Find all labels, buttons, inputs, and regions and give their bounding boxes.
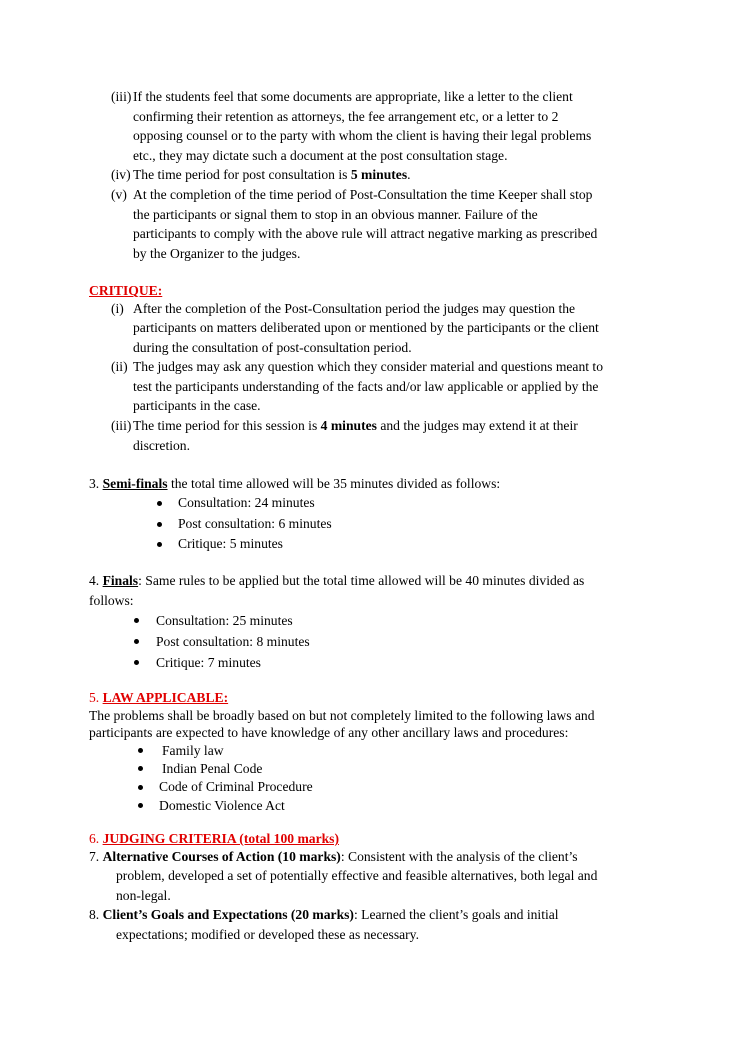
review-item-iii-number: (iii) bbox=[111, 89, 132, 104]
law-heading: 5. LAW APPLICABLE: bbox=[89, 690, 229, 705]
finals-bullet: Post consultation: 8 minutes bbox=[156, 634, 310, 649]
semifinals-bullet: Consultation: 24 minutes bbox=[178, 495, 315, 510]
bullet-icon bbox=[157, 542, 162, 547]
judging-item-8-line: expectations; modified or developed these as necessary. bbox=[116, 927, 419, 942]
law-bullet: Family law bbox=[162, 743, 224, 758]
critique-item-ii-number: (ii) bbox=[111, 359, 128, 374]
bullet-icon bbox=[157, 522, 162, 527]
critique-item-i-line: After the completion of the Post-Consultation period the judges may question the bbox=[133, 301, 576, 316]
law-paragraph-line: The problems shall be broadly based on but not completely limited to the following laws and bbox=[89, 708, 595, 723]
review-item-iii-line: If the students feel that some documents are appropriate, like a letter to the client bbox=[133, 89, 573, 104]
finals-paragraph: 4. Finals: Same rules to be applied but the total time allowed will be 40 minutes divided as bbox=[89, 573, 585, 588]
judging-item-8: 8. Client’s Goals and Expectations (20 marks): Learned the client’s goals and initial bbox=[89, 907, 559, 922]
semifinals-bullet: Critique: 5 minutes bbox=[178, 536, 283, 551]
review-item-iii-line: opposing counsel or to the party with whom the client is having their legal problems bbox=[133, 128, 592, 143]
law-paragraph-line: participants are expected to have knowledge of any other ancillary laws and procedures: bbox=[89, 725, 569, 740]
finals-paragraph-line: follows: bbox=[89, 593, 134, 608]
review-item-iii-line: etc., they may dictate such a document at the post consultation stage. bbox=[133, 148, 508, 163]
bullet-icon bbox=[138, 748, 143, 753]
bullet-icon bbox=[134, 618, 139, 623]
critique-item-ii-line: test the participants understanding of the facts and/or law applicable or applied by the bbox=[133, 379, 599, 394]
critique-item-i-line: participants on matters deliberated upon or mentioned by the participants or the client bbox=[133, 320, 599, 335]
bullet-icon bbox=[138, 785, 143, 790]
critique-item-i-line: during the consultation of post-consultation period. bbox=[133, 340, 412, 355]
judging-item-7: 7. Alternative Courses of Action (10 marks): Consistent with the analysis of the client’s bbox=[89, 849, 578, 864]
bullet-icon bbox=[138, 766, 143, 771]
semifinals-bullet: Post consultation: 6 minutes bbox=[178, 516, 332, 531]
bullet-icon bbox=[134, 639, 139, 644]
law-bullet: Indian Penal Code bbox=[162, 761, 263, 776]
judging-item-7-line: non-legal. bbox=[116, 888, 171, 903]
judging-heading: 6. JUDGING CRITERIA (total 100 marks) bbox=[89, 831, 339, 846]
law-bullet: Domestic Violence Act bbox=[159, 798, 285, 813]
review-item-iv-number: (iv) bbox=[111, 167, 131, 182]
bullet-icon bbox=[138, 803, 143, 808]
critique-item-i-number: (i) bbox=[111, 301, 124, 316]
critique-item-iii-text: The time period for this session is 4 minutes and the judges may extend it at their bbox=[133, 418, 578, 433]
critique-item-ii-line: The judges may ask any question which they consider material and questions meant to bbox=[133, 359, 603, 374]
critique-item-iii-number: (iii) bbox=[111, 418, 132, 433]
review-item-v-line: participants to comply with the above rule will attract negative marking as prescribed bbox=[133, 226, 598, 241]
bullet-icon bbox=[157, 501, 162, 506]
review-item-iii-line: confirming their retention as attorneys, the fee arrangement etc, or a letter to 2 bbox=[133, 109, 559, 124]
law-bullet: Code of Criminal Procedure bbox=[159, 779, 313, 794]
review-item-v-number: (v) bbox=[111, 187, 127, 202]
judging-item-7-line: problem, developed a set of potentially effective and feasible alternatives, both legal and bbox=[116, 868, 598, 883]
critique-item-ii-line: participants in the case. bbox=[133, 398, 261, 413]
critique-heading: CRITIQUE: bbox=[89, 283, 163, 298]
critique-item-iii-line: discretion. bbox=[133, 438, 191, 453]
review-item-v-line: the participants or signal them to stop in an obvious manner. Failure of the bbox=[133, 207, 538, 222]
semifinals-paragraph: 3. Semi-finals the total time allowed will be 35 minutes divided as follows: bbox=[89, 476, 501, 491]
review-item-v-line: At the completion of the time period of Post-Consultation the time Keeper shall stop bbox=[133, 187, 593, 202]
finals-bullet: Critique: 7 minutes bbox=[156, 655, 261, 670]
review-item-v-line: by the Organizer to the judges. bbox=[133, 246, 301, 261]
review-item-iv-text: The time period for post consultation is 5 minutes. bbox=[133, 167, 411, 182]
bullet-icon bbox=[134, 660, 139, 665]
finals-bullet: Consultation: 25 minutes bbox=[156, 613, 293, 628]
